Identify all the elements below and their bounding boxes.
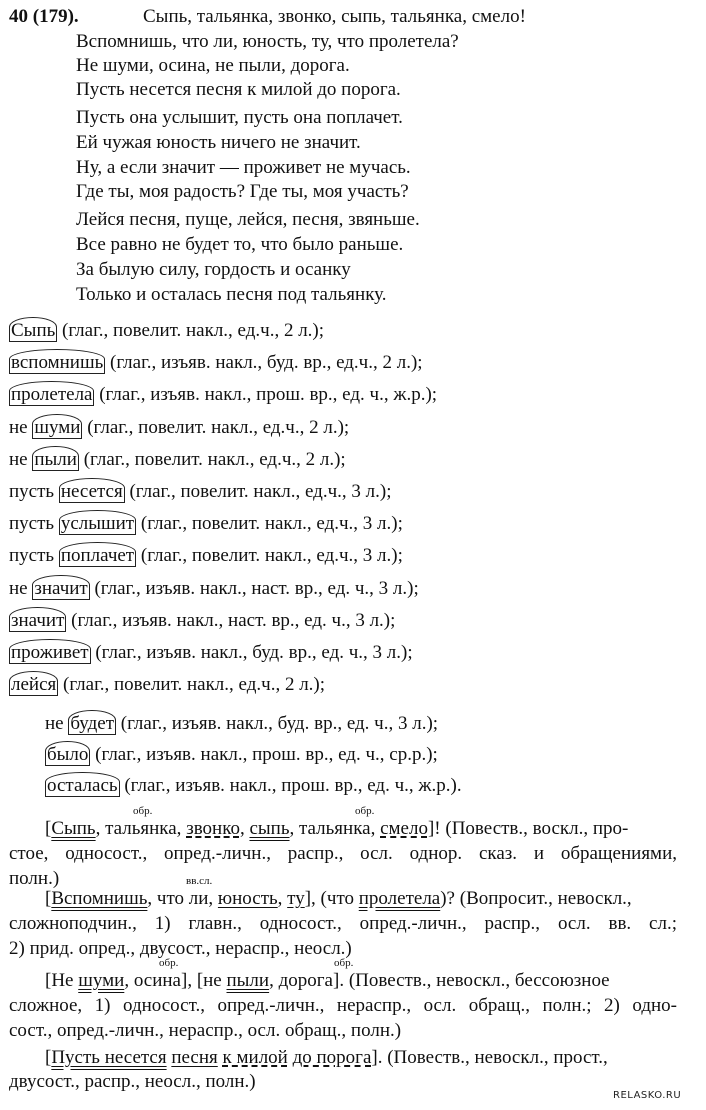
analysis-2-line-3: 2) прид. опред., двусост., нераспр., неосл.) [9,938,352,959]
analysis-3-line-1: [Не шуми, осина], [не пыли, дорога]. (Повеств., невоскл., бессоюзное [45,970,610,991]
poem-line: Сыпь, тальянка, звонко, сыпь, тальянка, смело! [143,6,526,27]
morph-info: (глаг., повелит. накл., ед.ч., 3 л.); [140,513,403,535]
morph-row [9,578,419,600]
poem-line: Все равно не будет то, что было раньше. [76,234,404,255]
morph-prefix: пусть [9,545,55,567]
morph-word: было [45,741,90,766]
morph-info: (глаг., повелит. накл., ед.ч., 2 л.); [87,416,350,438]
morph-info: (глаг., изъяв. накл., прош. вр., ед. ч., ж.р.); [99,384,438,406]
analysis-3-line-3: сост., опред.-личн., нераспр., осл. обращ., полн.) [9,1020,402,1041]
morph-info: (глаг., повелит. накл., ед.ч., 3 л.); [140,545,403,567]
morph-info: (глаг., изъяв. накл., наст. вр., ед. ч., 3 л.); [71,609,396,631]
morph-word: значит [32,575,89,600]
label-vvsl: вв.сл. [186,875,213,887]
morph-row [9,610,395,632]
poem-line: Вспомнишь, что ли, юность, ту, что пролетела? [76,31,459,52]
morph-word: пыли [32,446,79,471]
morph-info: (глаг., повелит. накл., ед.ч., 2 л.); [63,674,326,696]
morph-word: пролетела [9,381,94,406]
poem-line: Не шуми, осина, не пыли, дорога. [76,55,350,76]
morph-word: будет [68,710,116,735]
morph-info: (глаг., повелит. накл., ед.ч., 2 л.); [83,448,346,470]
morph-info: (глаг., повелит. накл., ед.ч., 3 л.); [129,481,392,502]
analysis-1-line-1: [Сыпь, тальянка, звонко, сыпь, тальянка, смело]! (Повеств., воскл., про- [45,818,629,839]
watermark: RELASKO.RU [613,1090,682,1101]
morph-row [9,417,349,439]
morph-prefix: не [9,416,28,438]
morph-word: несется [59,478,125,503]
morph-prefix: не [9,448,28,470]
morph-row [9,320,324,342]
morph-row [9,674,325,696]
morph-word: услышит [59,510,136,535]
poem-line: Только и осталась песня под тальянку. [76,284,387,305]
poem-line: Пусть несется песня к милой до порога. [76,79,401,100]
label-obr-1: обр. [133,805,153,817]
poem-line: Где ты, моя радость? Где ты, моя участь? [76,181,409,202]
label-obr-3: обр. [159,957,179,969]
morph-prefix: не [9,577,28,599]
poem-line: Пусть она услышит, пусть она поплачет. [76,107,403,128]
morph-word: осталась [45,772,120,797]
morph-info: (глаг., изъяв. накл., прош. вр., ед. ч., ж.р.). [124,775,462,796]
morph-prefix: не [45,713,64,734]
morph-word: проживет [9,639,91,664]
morph-word: вспомнишь [9,349,105,374]
analysis-3-line-2: сложное, 1) односост., опред.-личн., нераспр., осл. обращ., полн.; 2) одно- [9,995,677,1016]
analysis-1-line-3: полн.) [9,868,60,889]
analysis-2-line-1: [Вспомнишь, что ли, юность, ту], (что пролетела)? (Вопросит., невоскл., [45,888,632,909]
exercise-number: 40 (179). [9,6,79,27]
poem-line: Лейся песня, пуще, лейся, песня, звяньше. [76,209,420,230]
morph-row [9,642,413,664]
analysis-4-line-1: [Пусть несется песня к милой до порога]. (Повеств., невоскл., прост., [45,1047,608,1068]
morph-prefix: пусть [9,481,55,502]
analysis-2-line-2: сложноподчин., 1) главн., односост., опред.-личн., распр., осл. вв. сл.; [9,913,677,934]
morph-word: значит [9,607,66,632]
morph-row [45,744,438,766]
morph-row [9,449,346,471]
morph-row [9,513,403,535]
morph-info: (глаг., изъяв. накл., наст. вр., ед. ч., 3 л.); [94,577,419,599]
poem-line: Ну, а если значит — проживет не мучась. [76,157,411,178]
morph-prefix: пусть [9,513,55,535]
morph-word: лейся [9,671,58,696]
morph-row [9,545,403,567]
poem-line: Ей чужая юность ничего не значит. [76,132,361,153]
morph-info: (глаг., повелит. накл., ед.ч., 2 л.); [62,320,325,341]
morph-row [45,713,438,735]
morph-row [9,352,423,374]
morph-info: (глаг., изъяв. накл., прош. вр., ед. ч., ср.р.); [95,744,438,765]
morph-word: Сыпь [9,317,57,342]
morph-info: (глаг., изъяв. накл., буд. вр., ед. ч., 3 л.); [120,713,439,734]
morph-info: (глаг., изъяв. накл., буд. вр., ед. ч., 3 л.); [95,642,413,663]
label-obr-4: обр. [334,957,354,969]
morph-info: (глаг., изъяв. накл., буд. вр., ед.ч., 2 л.); [110,352,423,374]
label-obr-2: обр. [355,805,375,817]
morph-row [45,775,462,797]
analysis-4-line-2: двусост., распр., неосл., полн.) [9,1071,256,1092]
morph-word: поплачет [59,542,136,567]
morph-row [9,384,437,406]
poem-line: За былую силу, гордость и осанку [76,259,351,280]
morph-row [9,481,391,503]
morph-word: шуми [32,414,82,439]
analysis-1-line-2: стое, односост., опред.-личн., распр., осл. однор. сказ. и обращениями, [9,843,677,864]
